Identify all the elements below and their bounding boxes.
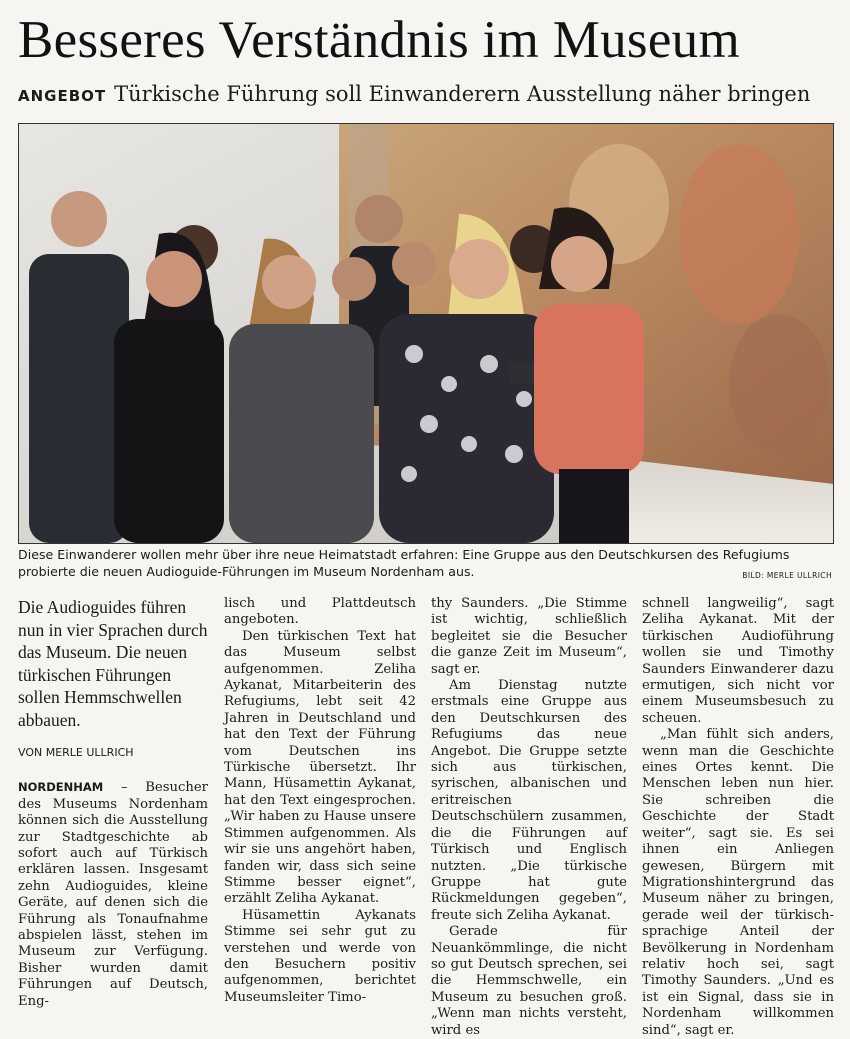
column-1 [18,596,208,1010]
article-paragraph: schnell langweilig“, sagt Zeliha Aykanat. Mit der türkischen Audioführung wollen sie und Timothy Saunders Einwanderer dazu ermutigen, sich nicht vor einem Museumsbesuch zu scheuen. [642,596,834,726]
article-paragraph: Hüsamettin Aykanats Stimme sei sehr gut zu verstehen und werde von den Besuchern positiv aufgenommen, berichtet Museumsleiter Timo- [224,907,416,1005]
paragraph-text: – Besucher des Museums Nordenham können sich die Ausstellung zur Stadtgeschichte ab sofort auch auf Türkisch erklären lassen. Insgesamt zehn Audioguides, kleine Geräte, auf denen sich die Führung als Tonaufnahme abspielen lässt, stehen im Museum zur Verfügung. Bisher wurden damit Führungen auf Deutsch, Eng- [18,780,208,1009]
article-paragraph: Den türkischen Text hat das Museum selbst aufgenommen. Zeliha Aykanat, Mitarbeiterin des Refugiums, lebt seit 42 Jahren in Deutschland und hat den Text der Führung vom Deutschen ins Türkische übersetzt. Ihr Mann, Hüsamettin Aykanat, hat den Text eingesprochen. „Wir haben zu Hause unsere Stimmen aufgenommen. Als wir sie uns angehört haben, fanden wir, dass sich seine Stimme besser eignet“, erzählt Zeliha Aykanat. [224,628,416,907]
dateline: NORDENHAM [18,780,104,795]
column-4 [642,596,834,1039]
column-2 [224,596,416,1006]
group-photo [18,123,834,544]
photo-credit: BILD: MERLE ULLRICH [742,571,832,580]
byline: VON MERLE ULLRICH [18,746,134,759]
headline: Besseres Verständnis im Museum [18,11,740,69]
article-paragraph: Gerade für Neuankömmlinge, die nicht so gut Deutsch sprechen, sei die Hemmschwelle, ein Museum zu besuchen groß. „Wenn man nichts versteht, wird es [431,924,627,1038]
group-photo-illustration [19,124,833,543]
column-3 [431,596,627,1039]
kicker: ANGEBOT [18,87,107,105]
article-paragraph: lisch und Plattdeutsch angeboten. [224,596,416,628]
lead-paragraph: Die Audioguides führen nun in vier Sprachen durch das Museum. Die neuen türkischen Führungen sollen Hemmschwellen abbauen. [18,597,208,730]
photo-caption: Diese Einwanderer wollen mehr über ihre neue Heimatstadt erfahren: Eine Gruppe aus den Deutschkursen des Refugiums probierte die neuen Audioguide-Führungen im Museum Nordenham aus. [18,547,790,579]
article-paragraph: Am Dienstag nutzte erstmals eine Gruppe aus den Deutschkursen des Refugiums das neue Angebot. Die Gruppe setzte sich aus türkischen, syrischen, albanischen und eritreischen Deutschschülern zusammen, die die Führungen auf Türkisch und Englisch nutzten. „Die türkische Gruppe hat gute Rückmeldungen gegeben“, freute sich Zeliha Aykanat. [431,678,627,923]
article-paragraph: „Man fühlt sich anders, wenn man die Geschichte eines Ortes kennt. Die Menschen leben nun hier. Sie schreiben die Geschichte der Stadt weiter“, sagt sie. Es sei ihnen ein Anliegen gewesen, Bürgern mit Migrationshintergrund das Museum näher zu bringen, gerade weil der türkisch-sprachige Anteil der Bevölkerung in Nordenham relativ hoch sei, sagt Timothy Saunders. „Und es ist ein Signal, dass sie in Nordenham willkommen sind“, sagt er. [642,727,834,1038]
article-paragraph [18,779,208,1010]
subheadline-text: Türkische Führung soll Einwanderern Ausstellung näher bringen [114,82,811,106]
article-paragraph: thy Saunders. „Die Stimme ist wichtig, schließlich begleitet sie die Besucher die ganze Zeit im Museum“, sagt er. [431,596,627,677]
subheadline [18,80,838,110]
